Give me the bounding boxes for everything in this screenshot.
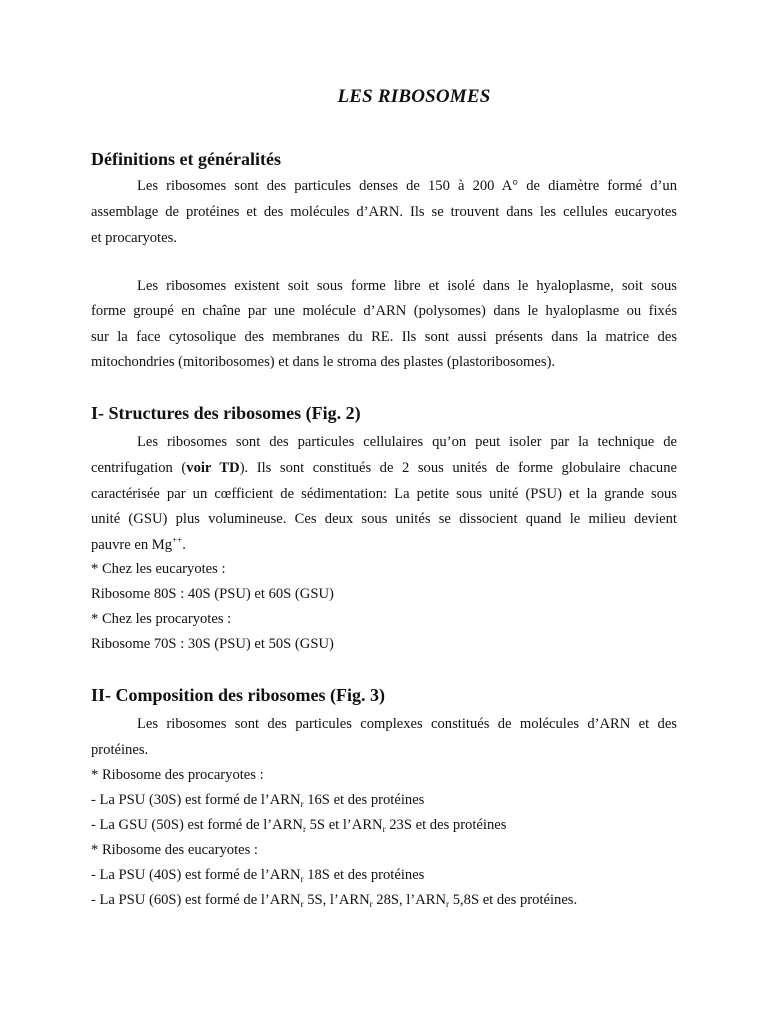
paragraph-line	[91, 865, 677, 885]
paragraph-line: * Ribosome des procaryotes :	[91, 767, 264, 783]
text-run: 18S et des protéines	[303, 867, 425, 883]
paragraph-line: Ribosome 80S : 40S (PSU) et 60S (GSU)	[91, 586, 334, 602]
paragraph-line: * Ribosome des eucaryotes :	[91, 842, 258, 858]
text-run: - La PSU (30S) est formé de l’ARN	[91, 792, 301, 808]
paragraph-line: Les ribosomes existent soit sous forme libre et isolé dans le hyaloplasme, soit sous	[137, 278, 677, 294]
subscript: r	[300, 799, 304, 809]
paragraph-line: * Chez les procaryotes :	[91, 611, 232, 627]
paragraph-line: unité (GSU) plus volumineuse. Ces deux sous unités se dissocient quand le milieu devient	[91, 511, 677, 527]
superscript: ++	[172, 535, 183, 545]
text-run: ). Ils sont constitués de 2 sous unités de forme globulaire chacune	[239, 460, 677, 476]
paragraph-line	[91, 790, 677, 810]
text-run: 16S et des protéines	[303, 792, 425, 808]
subscript: r	[302, 824, 306, 834]
subscript: r	[446, 899, 450, 909]
text-run: 5S, l’ARN	[303, 892, 370, 908]
text-run: 5,8S et des protéines.	[449, 892, 578, 908]
paragraph-line: assemblage de protéines et des molécules d’ARN. Ils se trouvent dans les cellules eucaryotes	[91, 204, 677, 220]
text-run: 23S et des protéines	[385, 817, 507, 833]
text-run: pauvre en Mg	[91, 537, 173, 553]
paragraph-line: mitochondries (mitoribosomes) et dans le stroma des plastes (plastoribosomes).	[91, 354, 556, 370]
paragraph-line	[91, 458, 677, 478]
paragraph-line: Les ribosomes sont des particules complexes constitués de molécules d’ARN et des	[137, 716, 677, 732]
text-run: 5S et l’ARN	[305, 817, 383, 833]
text-run: - La PSU (60S) est formé de l’ARN	[91, 892, 301, 908]
document-title: LES RIBOSOMES	[337, 86, 491, 107]
text-run: centrifugation (	[91, 460, 187, 476]
section-heading-structures: I- Structures des ribosomes (Fig. 2)	[91, 403, 361, 423]
subscript: r	[300, 874, 304, 884]
subscript: r	[382, 824, 386, 834]
text-run: .	[182, 537, 186, 553]
bold-reference: voir TD	[186, 460, 240, 476]
subscript: r	[300, 899, 304, 909]
paragraph-line: Les ribosomes sont des particules cellulaires qu’on peut isoler par la technique de	[137, 434, 677, 450]
paragraph-line	[91, 890, 677, 910]
paragraph-line: * Chez les eucaryotes :	[91, 561, 226, 577]
text-run: 28S, l’ARN	[372, 892, 447, 908]
paragraph-line: Les ribosomes sont des particules denses de 150 à 200 A° de diamètre formé d’un	[137, 178, 677, 194]
paragraph-line	[91, 535, 677, 555]
subscript: r	[369, 899, 373, 909]
paragraph-line: et procaryotes.	[91, 230, 177, 246]
paragraph-line: forme groupé en chaîne par une molécule d’ARN (polysomes) dans le hyaloplasme ou fixés	[91, 303, 677, 319]
text-run: - La GSU (50S) est formé de l’ARN	[91, 817, 303, 833]
paragraph-line: caractérisée par un cœfficient de sédimentation: La petite sous unité (PSU) et la grande sous	[91, 486, 677, 502]
paragraph-line	[91, 815, 677, 835]
paragraph-line: protéines.	[91, 742, 149, 758]
section-heading-composition: II- Composition des ribosomes (Fig. 3)	[91, 685, 386, 705]
section-heading-definitions: Définitions et généralités	[91, 149, 281, 169]
text-run: - La PSU (40S) est formé de l’ARN	[91, 867, 301, 883]
paragraph-line: sur la face cytosolique des membranes du RE. Ils sont aussi présents dans la matrice des	[91, 329, 677, 345]
paragraph-line: Ribosome 70S : 30S (PSU) et 50S (GSU)	[91, 636, 334, 652]
